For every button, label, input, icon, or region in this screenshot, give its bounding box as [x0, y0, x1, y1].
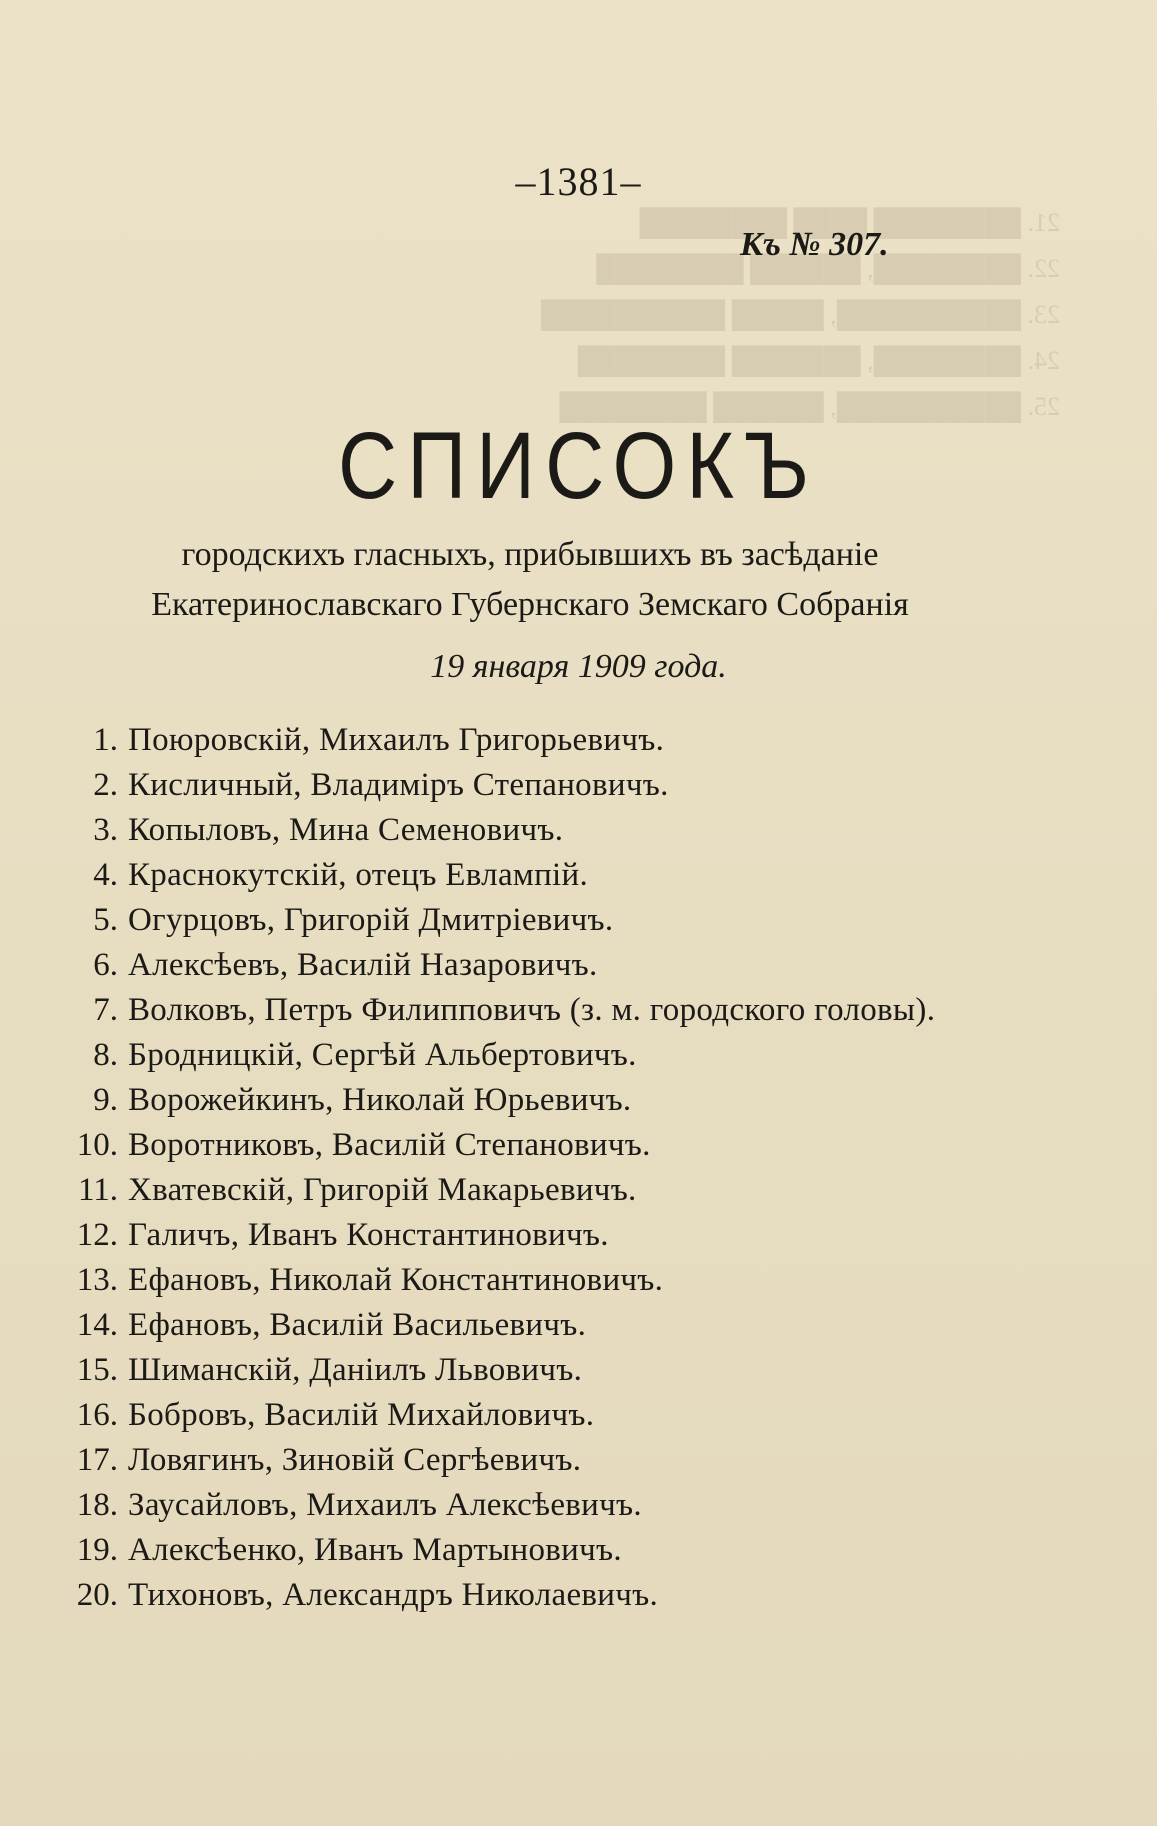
item-number: 8. — [93, 1037, 118, 1073]
list-item — [50, 1258, 1110, 1303]
list-item — [50, 718, 1110, 763]
list-item — [50, 1033, 1110, 1078]
attendee-name: Бобровъ, Василій Михайловичъ. — [128, 1397, 595, 1433]
attendee-name: Краснокутскій, отецъ Евлампій. — [128, 857, 589, 893]
list-item — [50, 943, 1110, 988]
list-item — [50, 1438, 1110, 1483]
bleed-through-texture: 21. ████████ ████ ████████ 22. ████████, ██████ ████████ 23. ██████████, █████ ██████████ 24. ████████, ███████ ████████ 25. ██████████, ██████ ████████ — [540, 208, 1060, 421]
item-number: 5. — [93, 902, 118, 938]
item-number: 15. — [76, 1352, 118, 1388]
list-item — [50, 1123, 1110, 1168]
item-number: 1. — [93, 722, 118, 758]
list-item — [50, 808, 1110, 853]
session-date: 19 января 1909 года. — [430, 648, 727, 685]
list-item — [50, 1303, 1110, 1348]
item-number: 11. — [77, 1172, 118, 1208]
attendee-name: Огурцовъ, Григорій Дмитріевичъ. — [128, 902, 614, 938]
item-number: 12. — [76, 1217, 118, 1253]
item-number: 13. — [76, 1262, 118, 1298]
list-item — [50, 853, 1110, 898]
list-item — [50, 763, 1110, 808]
attendee-name: Поюровскій, Михаилъ Григорьевичъ. — [128, 722, 665, 758]
attendee-name: Галичъ, Иванъ Константиновичъ. — [128, 1217, 609, 1253]
list-item — [50, 898, 1110, 943]
attendee-name: Хватевскій, Григорій Макарьевичъ. — [128, 1172, 637, 1208]
list-item — [50, 1393, 1110, 1438]
attendee-name: Заусайловъ, Михаилъ Алексѣевичъ. — [128, 1487, 642, 1523]
item-number: 9. — [93, 1082, 118, 1118]
item-number: 6. — [93, 947, 118, 983]
item-number: 2. — [93, 767, 118, 803]
item-number: 16. — [76, 1397, 118, 1433]
attendee-name: Бродницкій, Сергѣй Альбертовичъ. — [128, 1037, 637, 1073]
attendee-list — [50, 718, 1110, 1618]
item-number: 7. — [93, 992, 118, 1028]
item-number: 20. — [76, 1577, 118, 1613]
list-item — [50, 1528, 1110, 1573]
attendee-name: Ефановъ, Василій Васильевичъ. — [128, 1307, 587, 1343]
list-item — [50, 1213, 1110, 1258]
list-item — [50, 1168, 1110, 1213]
item-number: 19. — [76, 1532, 118, 1568]
item-number: 3. — [93, 812, 118, 848]
attendee-name: Тихоновъ, Александръ Николаевичъ. — [128, 1577, 659, 1613]
item-number: 4. — [93, 857, 118, 893]
list-item — [50, 988, 1110, 1033]
attendee-name: Волковъ, Петръ Филипповичъ (з. м. городского головы). — [128, 992, 936, 1028]
page-subtitle: городскихъ гласныхъ, прибывшихъ въ засѣданіе Екатеринославскаго Губернскаго Земскаго Собранія — [151, 536, 909, 623]
attendee-name: Копыловъ, Мина Семеновичъ. — [128, 812, 564, 848]
page-title: СПИСОКЪ — [338, 414, 819, 519]
item-number: 14. — [76, 1307, 118, 1343]
list-item — [50, 1078, 1110, 1123]
list-item — [50, 1348, 1110, 1393]
item-number: 10. — [76, 1127, 118, 1163]
attendee-name: Ворожейкинъ, Николай Юрьевичъ. — [128, 1082, 632, 1118]
item-number: 17. — [76, 1442, 118, 1478]
page-number: –1381– — [515, 159, 642, 204]
list-item — [50, 1573, 1110, 1618]
attendee-name: Ефановъ, Николай Константиновичъ. — [128, 1262, 664, 1298]
list-item — [50, 1483, 1110, 1528]
attendee-name: Шиманскій, Даніилъ Львовичъ. — [128, 1352, 583, 1388]
attendee-name: Ловягинъ, Зиновій Сергѣевичъ. — [128, 1442, 582, 1478]
attendee-name: Алексѣенко, Иванъ Мартыновичъ. — [128, 1532, 622, 1568]
item-number: 18. — [76, 1487, 118, 1523]
attendee-name: Воротниковъ, Василій Степановичъ. — [128, 1127, 651, 1163]
attendee-name: Кисличный, Владиміръ Степановичъ. — [128, 767, 669, 803]
document-reference: Къ № 307. — [740, 226, 889, 263]
attendee-name: Алексѣевъ, Василій Назаровичъ. — [128, 947, 598, 983]
